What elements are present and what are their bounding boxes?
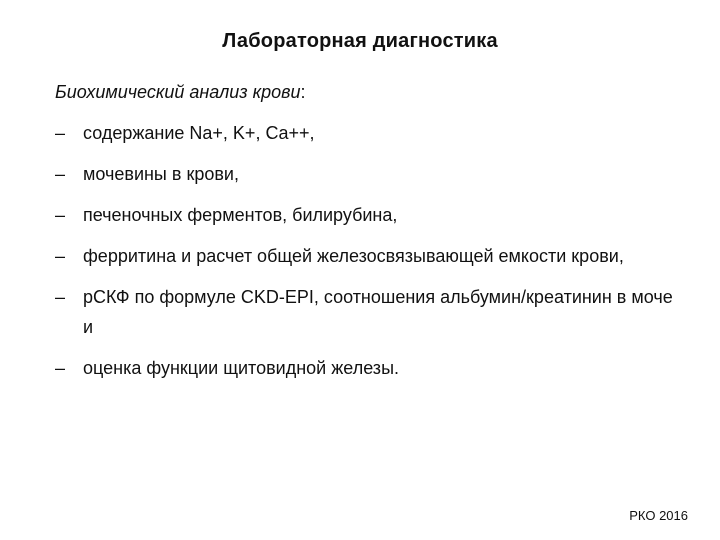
bullet-dash: – — [55, 164, 66, 184]
bullet-dash: – — [55, 358, 66, 378]
bullet-dash: – — [55, 287, 66, 307]
bullet-text: мочевины в крови, — [83, 164, 239, 184]
bullet-text: ферритина и расчет общей железосвязывающей емкости крови, — [83, 246, 624, 266]
footer-text: РКО 2016 — [629, 508, 688, 523]
bullet-list — [55, 118, 675, 394]
list-item — [55, 159, 675, 189]
subtitle-text: Биохимический анализ крови — [55, 82, 301, 102]
list-item — [55, 241, 675, 271]
bullet-text: оценка функции щитовидной железы. — [83, 358, 400, 378]
bullet-text: печеночных ферментов, билирубина, — [83, 205, 398, 225]
bullet-text: рСКФ по формуле CKD-EPI, соотношения альбумин/креатинин в моче и — [83, 287, 673, 337]
subtitle-colon: : — [300, 82, 306, 102]
slide-title: Лабораторная диагностика — [222, 30, 498, 52]
bullet-dash: – — [55, 123, 66, 143]
list-item — [55, 118, 675, 148]
section-subtitle — [55, 82, 306, 103]
bullet-dash: – — [55, 205, 66, 225]
list-item — [55, 200, 675, 230]
list-item — [55, 282, 675, 342]
list-item — [55, 353, 675, 383]
bullet-text: содержание Na+, K+, Ca++, — [83, 123, 315, 143]
bullet-dash: – — [55, 246, 66, 266]
